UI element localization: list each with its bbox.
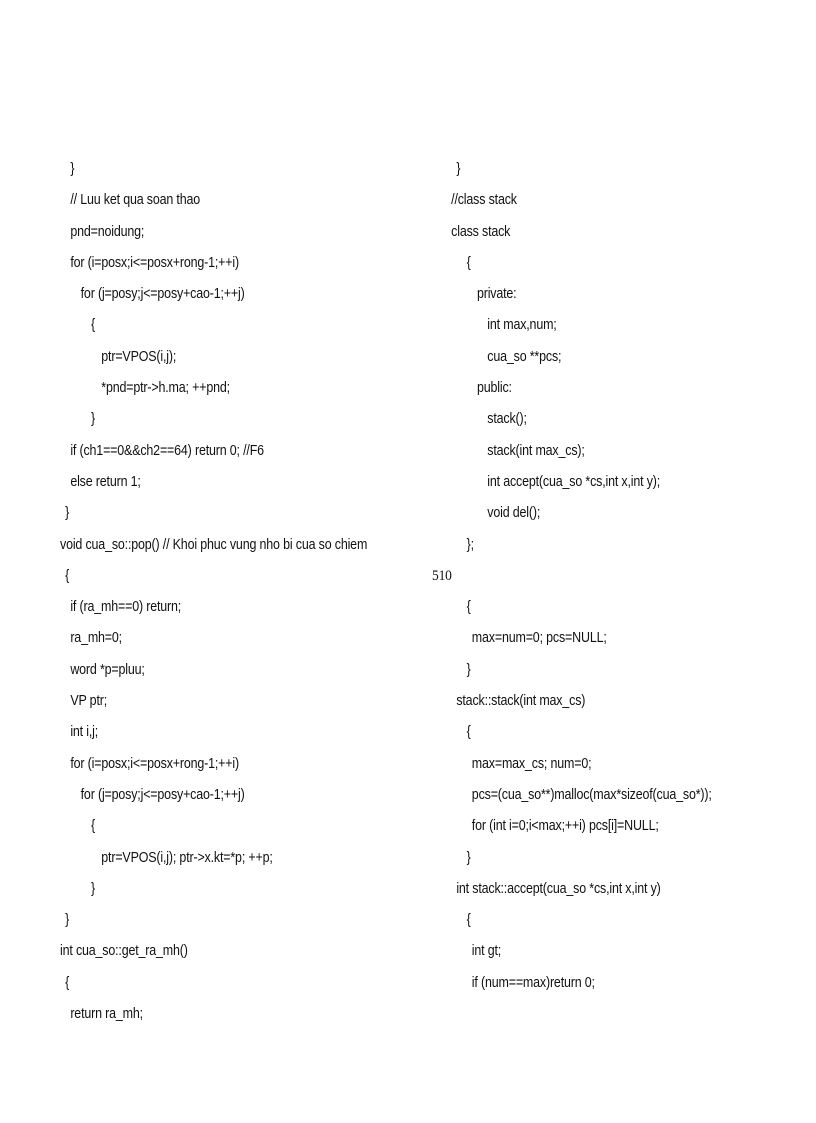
code-line: ra_mh=0;: [70, 630, 122, 647]
code-line: {: [466, 599, 471, 616]
code-line: return ra_mh;: [70, 1006, 143, 1023]
code-line: else return 1;: [70, 473, 141, 490]
code-line: for (j=posy;j<=posy+cao-1;++j): [80, 286, 245, 303]
code-line: VP ptr;: [70, 693, 108, 710]
code-line: for (j=posy;j<=posy+cao-1;++j): [80, 786, 245, 803]
code-line: max=num=0; pcs=NULL;: [471, 630, 607, 647]
code-line: cua_so **pcs;: [487, 348, 562, 365]
page-number: 510: [432, 567, 452, 584]
code-line: for (i=posx;i<=posx+rong-1;++i): [70, 254, 239, 271]
code-line: //class stack: [451, 192, 517, 209]
code-line: }: [456, 161, 461, 177]
code-line: int accept(cua_so *cs,int x,int y);: [487, 473, 661, 490]
code-line: {: [65, 567, 70, 584]
code-line: if (ch1==0&&ch2==64) return 0; //F6: [70, 442, 264, 459]
code-line: stack::stack(int max_cs): [456, 693, 586, 710]
code-line: pcs=(cua_so**)malloc(max*sizeof(cua_so*));: [471, 786, 712, 803]
code-line: }: [70, 161, 75, 177]
code-line: stack(int max_cs);: [487, 442, 585, 459]
code-line: public:: [476, 380, 512, 397]
code-line: };: [466, 536, 474, 553]
code-line: word *p=pluu;: [70, 661, 145, 678]
right-code-column: [432, 154, 786, 999]
code-line: void cua_so::pop() // Khoi phuc vung nho bi cua so chiem: [60, 536, 368, 553]
code-line: {: [90, 317, 95, 334]
code-line: max=max_cs; num=0;: [471, 755, 592, 772]
code-line: void del();: [487, 505, 541, 522]
code-line: }: [90, 411, 95, 428]
code-line: int stack::accept(cua_so *cs,int x,int y): [456, 880, 661, 897]
code-line: }: [65, 912, 70, 929]
left-code-column: [60, 154, 420, 1030]
code-line: ptr=VPOS(i,j);: [101, 348, 177, 365]
code-line: private:: [476, 286, 517, 303]
code-line: pnd=noidung;: [70, 223, 145, 240]
code-line: for (int i=0;i<max;++i) pcs[i]=NULL;: [471, 818, 659, 835]
code-line: {: [466, 724, 471, 741]
code-line: if (ra_mh==0) return;: [70, 599, 182, 616]
code-line: *pnd=ptr->h.ma; ++pnd;: [101, 380, 230, 397]
code-line: }: [466, 849, 471, 866]
code-line: int i,j;: [70, 724, 99, 741]
code-line: }: [466, 661, 471, 678]
code-line: {: [90, 818, 95, 835]
code-line: int gt;: [471, 943, 502, 960]
code-line: // Luu ket qua soan thao: [70, 192, 201, 209]
code-line: class stack: [451, 223, 511, 240]
code-line: int cua_so::get_ra_mh(): [60, 943, 188, 960]
code-line: {: [466, 912, 471, 929]
code-line: for (i=posx;i<=posx+rong-1;++i): [70, 755, 239, 772]
code-line: {: [466, 254, 471, 271]
code-line: }: [65, 505, 70, 522]
code-line: int max,num;: [487, 317, 557, 334]
code-line: stack();: [487, 411, 527, 428]
code-line: {: [65, 974, 70, 991]
code-line: ptr=VPOS(i,j); ptr->x.kt=*p; ++p;: [101, 849, 273, 866]
code-line: if (num==max)return 0;: [471, 974, 595, 991]
code-line: }: [90, 880, 95, 897]
